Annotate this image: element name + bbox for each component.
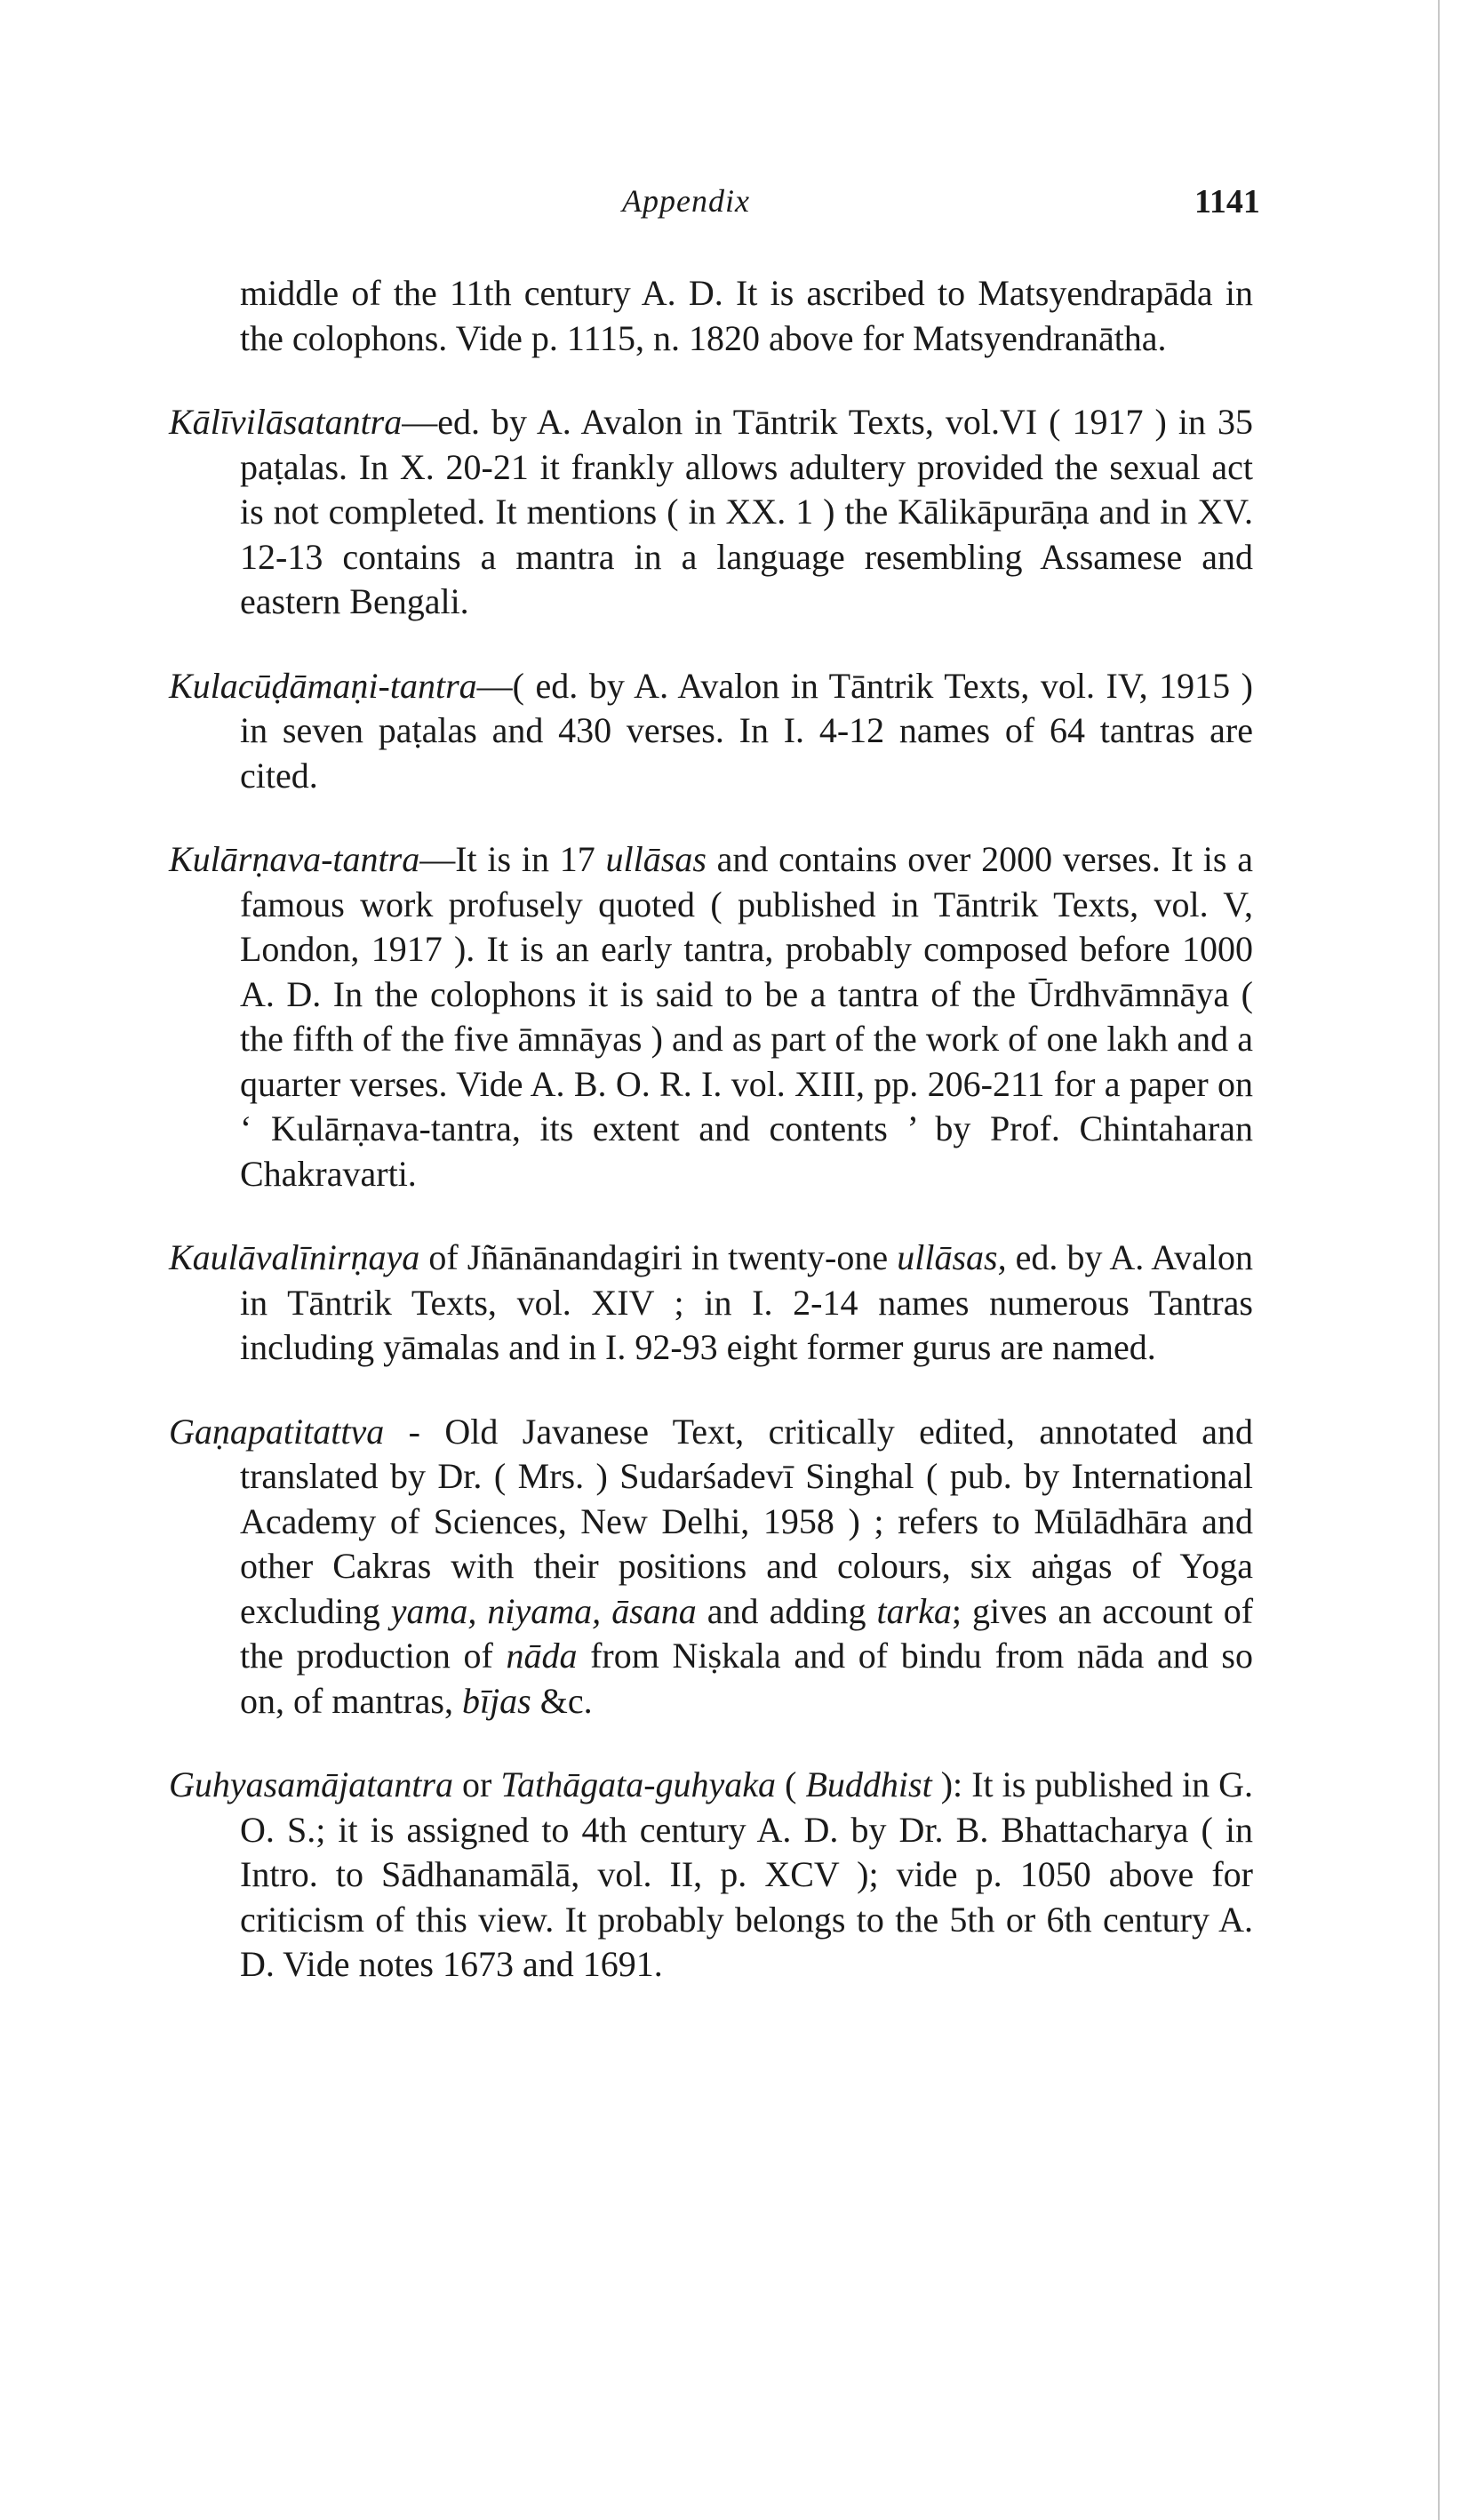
entry-text: —It is in 17	[419, 839, 606, 879]
entry-text: ): It is published in G. O. S.; it is assigned to 4th century A. D. by Dr. B. Bhattacharya ( in Intro. to Sādhanamālā, vol. II, p. XCV ); vide p. 1050 above for criticism of this view. It probably belongs to the 5th or 6th century A. D. Vide notes 1673 and 1691.	[240, 1764, 1254, 1984]
page-edge-line	[1438, 0, 1440, 2520]
entry-title: Kulārṇava-tantra	[169, 839, 420, 879]
entry-ganapatitattva	[169, 1410, 1253, 1724]
entry-emphasis: ullāsas,	[897, 1237, 1007, 1277]
entry-title: Kulacūḍāmaṇi-tantra	[169, 665, 477, 706]
page-number: 1141	[1194, 183, 1260, 220]
entry-emphasis: Tathāgata-guhyaka	[500, 1764, 777, 1804]
entry-continuation	[169, 271, 1253, 361]
entry-text: or	[453, 1764, 501, 1804]
entry-text: &c.	[531, 1680, 593, 1721]
entry-text: —( ed. by A. Avalon in Tāntrik Texts, vol. IV, 1915 ) in seven paṭalas and 430 verses. In I. 4-12 names of 64 tantras are cited.	[240, 665, 1253, 796]
entry-kularnava-tantra	[169, 837, 1253, 1196]
entry-text: —ed. by A. Avalon in Tāntrik Texts, vol.VI ( 1917 ) in 35 paṭalas. In X. 20-21 it frankly allows adultery provided the sexual act is not completed. It mentions ( in XX. 1 ) the Kālikāpurāṇa and in XV. 12-13 contains a mantra in a language resembling Assamese and eastern Bengali.	[240, 402, 1253, 621]
entry-kaulavalinirnaya	[169, 1236, 1253, 1371]
entry-title: Guhyasamājatantra	[169, 1764, 453, 1804]
entry-text: - Old Javanese Text, critically edited, annotated and translated by Dr. ( Mrs. ) Sudarśadevī Singhal ( pub. by International Academy of Sciences, New Delhi, 1958 ) ; refers to Mūlādhāra and other Cakras with their positions and colours, six aṅgas of Yoga excluding	[240, 1411, 1253, 1631]
entry-text: and contains over 2000 verses. It is a famous work profusely quoted ( published in Tāntrik Texts, vol. V, London, 1917 ). It is an early tantra, probably composed before 1000 A. D. In the colophons it is said to be a tantra of the Ūrdhvāmnāya ( the fifth of the five āmnāyas ) and as part of the work of one lakh and a quarter verses. Vide A. B. O. R. I. vol. XIII, pp. 206-211 for a paper on ‘ Kulārṇava-tantra, its extent and contents ’ by Prof. Chintaharan Chakravarti.	[240, 839, 1253, 1194]
entry-emphasis: bījas	[461, 1680, 531, 1721]
running-head-title: Appendix	[622, 183, 750, 219]
entry-guhyasamajatantra	[169, 1763, 1253, 1988]
entry-title: Gaṇapatitattva	[169, 1411, 385, 1452]
entry-title: Kaulāvalīnirṇaya	[169, 1237, 420, 1277]
entry-kulacudamani-tantra	[169, 664, 1253, 799]
entry-emphasis: tarka	[876, 1590, 952, 1631]
entry-text: and adding	[696, 1590, 877, 1631]
page-body	[169, 271, 1253, 2027]
running-head	[0, 182, 1469, 236]
entry-emphasis: yama, niyama, āsana	[390, 1590, 697, 1631]
entry-emphasis: nāda	[506, 1636, 578, 1676]
entry-text: of Jñānānandagiri in twenty-one	[419, 1237, 898, 1277]
entry-title: Kālīvilāsatantra	[169, 402, 403, 442]
entry-text: ed. by A. Avalon in Tāntrik Texts, vol. XIV ; in I. 2-14 names numerous Tantras including yāmalas and in I. 92-93 eight former gurus are named.	[240, 1237, 1253, 1367]
entry-kalivilasatantra	[169, 400, 1253, 625]
entry-text: from Niṣkala and of bindu from nāda and so on, of mantras,	[240, 1636, 1253, 1721]
entry-text: middle of the 11th century A. D. It is ascribed to Matsyendrapāda in the colophons. Vide p. 1115, n. 1820 above for Matsyendranātha.	[240, 273, 1253, 358]
entry-text: (	[776, 1764, 806, 1804]
entry-emphasis: Buddhist	[805, 1764, 932, 1804]
entry-emphasis: ullāsas	[605, 839, 707, 879]
entry-text: ; gives an account of the production of	[240, 1590, 1254, 1676]
